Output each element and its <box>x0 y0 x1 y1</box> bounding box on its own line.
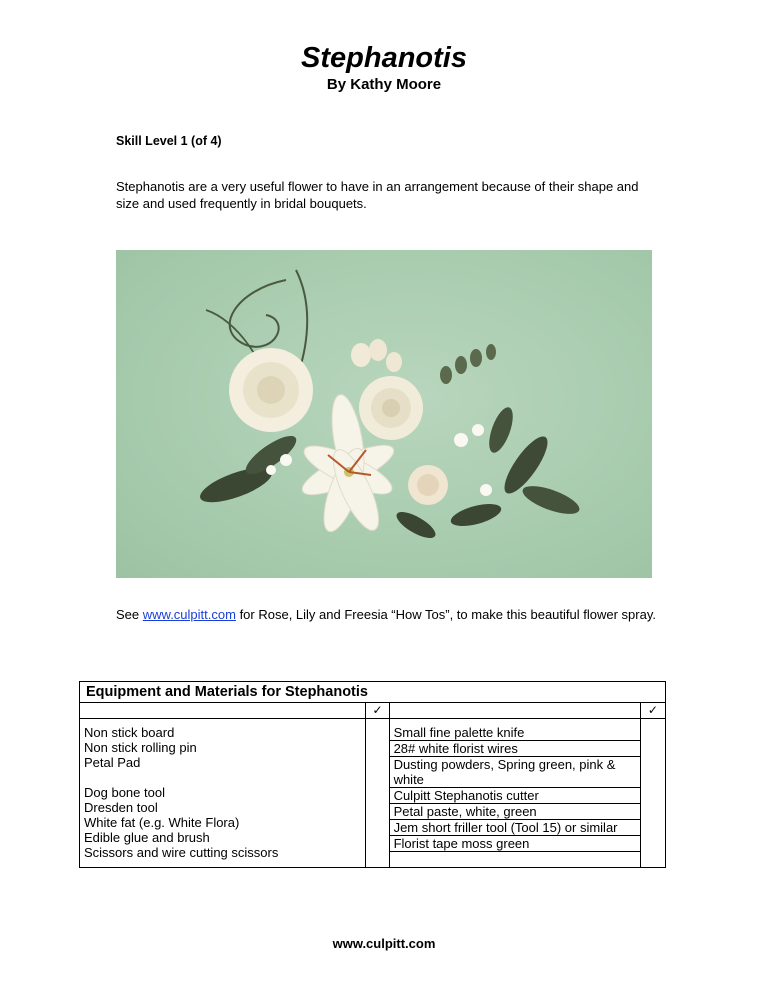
list-item: Small fine palette knife <box>393 725 525 740</box>
skill-level: Skill Level 1 (of 4) <box>116 134 222 148</box>
list-item <box>390 851 640 867</box>
right-items-cell <box>389 719 640 868</box>
list-item: White fat (e.g. White Flora) <box>84 815 240 830</box>
left-check-column <box>366 719 389 868</box>
list-item: Non stick board <box>84 725 175 740</box>
list-item: 28# white florist wires <box>390 740 640 756</box>
list-item: Scissors and wire cutting scissors <box>84 845 279 860</box>
culpitt-link[interactable]: www.culpitt.com <box>142 607 236 622</box>
list-item: Edible glue and brush <box>84 830 210 845</box>
equipment-table-title: Equipment and Materials for Stephanotis <box>80 682 666 703</box>
equipment-table <box>79 681 666 868</box>
flower-spray-photo <box>116 250 652 578</box>
see-note-suffix: for Rose, Lily and Freesia “How Tos”, to make this beautiful flower spray. <box>235 607 656 622</box>
list-item: Jem short friller tool (Tool 15) or similar <box>390 819 640 835</box>
list-item: Florist tape moss green <box>390 835 640 851</box>
table-cell <box>389 703 640 719</box>
document-title: Stephanotis <box>301 42 467 74</box>
list-item: Dusting powders, Spring green, pink & white <box>390 756 640 787</box>
left-tick-header: ✓ <box>366 703 389 719</box>
list-item: Culpitt Stephanotis cutter <box>390 787 640 803</box>
see-also-note <box>116 606 656 623</box>
left-items-cell <box>80 719 366 868</box>
table-cell <box>80 703 366 719</box>
right-tick-header: ✓ <box>640 703 665 719</box>
footer-url: www.culpitt.com <box>332 936 436 951</box>
right-check-column <box>640 719 665 868</box>
list-item: Non stick rolling pin <box>84 740 197 755</box>
list-item: Petal Pad <box>84 755 141 770</box>
list-item: Petal paste, white, green <box>390 803 640 819</box>
intro-paragraph: Stephanotis are a very useful flower to have in an arrangement because of their shape and size and used frequently in bridal bouquets. <box>116 179 639 211</box>
list-item <box>84 770 361 785</box>
see-note-prefix: See <box>116 607 143 622</box>
list-item: Dresden tool <box>84 800 158 815</box>
document-byline: By Kathy Moore <box>326 76 442 93</box>
list-item: Dog bone tool <box>84 785 165 800</box>
